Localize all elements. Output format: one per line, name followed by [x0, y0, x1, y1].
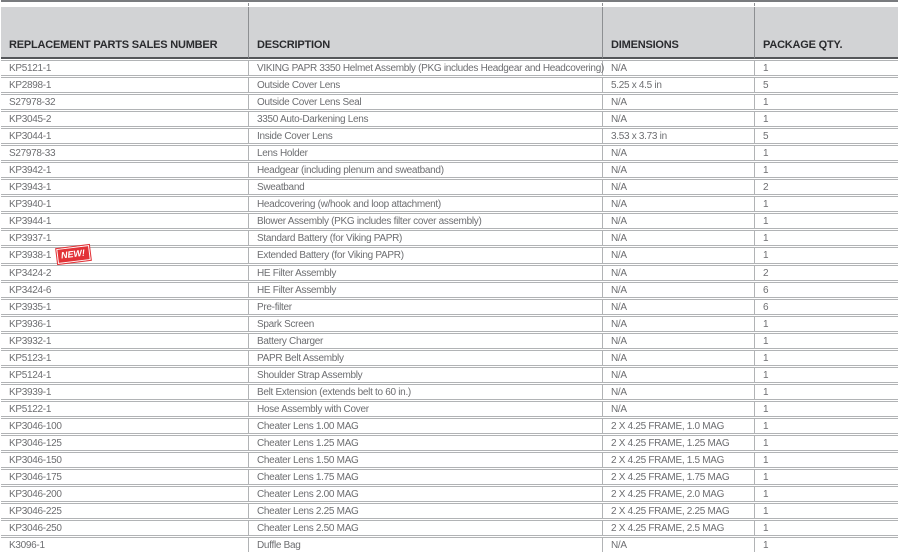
dimensions-text: 5.25 x 4.5 in [611, 79, 662, 91]
description-cell [248, 452, 602, 468]
package-qty-cell [754, 503, 898, 519]
package-qty-cell [754, 469, 898, 485]
description-cell [248, 503, 602, 519]
package-qty-text: 1 [763, 250, 769, 261]
part-number-cell [1, 265, 248, 281]
part-number-cell [1, 196, 248, 212]
dimensions-text: N/A [611, 284, 627, 296]
table-header [1, 3, 898, 59]
part-number-cell [1, 503, 248, 519]
description-cell [248, 384, 602, 400]
dimensions-text: N/A [611, 369, 627, 381]
part-number-text: KP3943-1 [9, 181, 52, 193]
column-header-dimensions: DIMENSIONS [602, 7, 754, 59]
package-qty-cell [754, 94, 898, 110]
part-number-cell [1, 316, 248, 332]
dimensions-text: N/A [611, 62, 627, 74]
part-number-text: KP3046-200 [9, 488, 62, 500]
description-cell [248, 77, 602, 93]
table-row [1, 401, 898, 417]
description-cell [248, 299, 602, 315]
description-cell [248, 401, 602, 417]
dimensions-cell [602, 333, 754, 349]
table-row [1, 452, 898, 468]
table-row [1, 537, 898, 552]
description-cell [248, 179, 602, 195]
part-number-cell [1, 384, 248, 400]
part-number-cell [1, 486, 248, 502]
description-cell [248, 196, 602, 212]
table-row [1, 469, 898, 485]
part-number-text: KP3937-1 [9, 232, 52, 244]
table-row [1, 60, 898, 76]
part-number-text: KP3044-1 [9, 130, 52, 142]
dimensions-cell [602, 435, 754, 451]
description-text: Belt Extension (extends belt to 60 in.) [257, 386, 411, 398]
description-text: VIKING PAPR 3350 Helmet Assembly (PKG includes Headgear and Headcovering) [257, 62, 604, 74]
dimensions-cell [602, 213, 754, 229]
dimensions-text: N/A [611, 301, 627, 313]
dimensions-cell [602, 418, 754, 434]
dimensions-text: N/A [611, 215, 627, 227]
column-header-description: DESCRIPTION [248, 7, 602, 59]
package-qty-cell [754, 520, 898, 536]
parts-table-body [1, 60, 898, 552]
dimensions-text: 2 X 4.25 FRAME, 1.75 MAG [611, 471, 730, 483]
table-row [1, 316, 898, 332]
part-number-text: S27978-33 [9, 147, 56, 159]
package-qty-text: 1 [763, 522, 769, 534]
part-number-cell [1, 111, 248, 127]
description-cell [248, 265, 602, 281]
package-qty-text: 1 [763, 318, 769, 330]
dimensions-text: N/A [611, 113, 627, 125]
table-row [1, 128, 898, 144]
package-qty-cell [754, 299, 898, 315]
dimensions-text: N/A [611, 539, 627, 551]
package-qty-text: 1 [763, 164, 769, 176]
description-text: Inside Cover Lens [257, 130, 333, 142]
dimensions-cell [602, 503, 754, 519]
table-row [1, 367, 898, 383]
part-number-cell [1, 128, 248, 144]
part-number-text: KP3424-6 [9, 284, 52, 296]
description-text: Spark Screen [257, 318, 314, 330]
package-qty-cell [754, 350, 898, 366]
dimensions-cell [602, 179, 754, 195]
package-qty-text: 1 [763, 113, 769, 125]
spacer-cell [602, 3, 754, 6]
part-number-cell [1, 435, 248, 451]
part-number-cell [1, 350, 248, 366]
table-row [1, 162, 898, 178]
dimensions-text: N/A [611, 181, 627, 193]
description-cell [248, 367, 602, 383]
description-text: Cheater Lens 2.00 MAG [257, 488, 359, 500]
package-qty-cell [754, 333, 898, 349]
dimensions-cell [602, 247, 754, 264]
dimensions-text: 2 X 4.25 FRAME, 2.5 MAG [611, 522, 725, 534]
package-qty-text: 1 [763, 62, 769, 74]
description-text: Cheater Lens 2.25 MAG [257, 505, 359, 517]
table-row [1, 333, 898, 349]
table-row [1, 503, 898, 519]
dimensions-cell [602, 196, 754, 212]
part-number-cell [1, 418, 248, 434]
part-number-cell [1, 60, 248, 76]
table-row [1, 265, 898, 281]
description-text: Cheater Lens 1.50 MAG [257, 454, 359, 466]
dimensions-text: 3.53 x 3.73 in [611, 130, 667, 142]
dimensions-text: N/A [611, 386, 627, 398]
part-number-text: KP3046-150 [9, 454, 62, 466]
part-number-text: KP2898-1 [9, 79, 52, 91]
dimensions-text: N/A [611, 352, 627, 364]
dimensions-cell [602, 469, 754, 485]
package-qty-text: 2 [763, 181, 769, 193]
part-number-text: KP3939-1 [9, 386, 52, 398]
package-qty-cell [754, 196, 898, 212]
part-number-cell [1, 145, 248, 161]
description-cell [248, 435, 602, 451]
dimensions-cell [602, 94, 754, 110]
table-row [1, 486, 898, 502]
description-text: HE Filter Assembly [257, 284, 337, 296]
dimensions-text: N/A [611, 164, 627, 176]
dimensions-text: N/A [611, 96, 627, 108]
description-text: Cheater Lens 2.50 MAG [257, 522, 359, 534]
spacer-cell [754, 3, 898, 6]
description-cell [248, 111, 602, 127]
table-row [1, 196, 898, 212]
part-number-cell [1, 162, 248, 178]
package-qty-text: 6 [763, 301, 769, 313]
part-number-cell [1, 401, 248, 417]
dimensions-cell [602, 401, 754, 417]
package-qty-text: 6 [763, 284, 769, 296]
table-row [1, 145, 898, 161]
part-number-text: KP5122-1 [9, 403, 52, 415]
description-cell [248, 247, 602, 264]
package-qty-cell [754, 452, 898, 468]
dimensions-text: N/A [611, 403, 627, 415]
spacer-cell [248, 3, 602, 6]
table-row [1, 247, 898, 264]
part-number-cell [1, 230, 248, 246]
dimensions-text: N/A [611, 250, 627, 261]
description-text: Battery Charger [257, 335, 324, 347]
description-cell [248, 350, 602, 366]
package-qty-text: 1 [763, 505, 769, 517]
dimensions-text: 2 X 4.25 FRAME, 2.0 MAG [611, 488, 725, 500]
table-row [1, 418, 898, 434]
dimensions-text: N/A [611, 198, 627, 210]
description-text: Duffle Bag [257, 539, 301, 551]
header-spacer-row [1, 3, 898, 6]
package-qty-cell [754, 265, 898, 281]
part-number-text: KP3046-100 [9, 420, 62, 432]
package-qty-cell [754, 418, 898, 434]
package-qty-text: 2 [763, 267, 769, 279]
table-row [1, 350, 898, 366]
part-number-cell [1, 537, 248, 552]
dimensions-text: N/A [611, 232, 627, 244]
dimensions-cell [602, 384, 754, 400]
description-cell [248, 94, 602, 110]
column-header-row [1, 7, 898, 59]
description-text: Hose Assembly with Cover [257, 403, 369, 415]
dimensions-text: 2 X 4.25 FRAME, 1.5 MAG [611, 454, 725, 466]
package-qty-cell [754, 77, 898, 93]
part-number-text: KP3940-1 [9, 198, 52, 210]
part-number-text: KP3935-1 [9, 301, 52, 313]
table-row [1, 77, 898, 93]
description-text: Sweatband [257, 181, 305, 193]
part-number-text: K3096-1 [9, 539, 45, 551]
package-qty-text: 1 [763, 96, 769, 108]
package-qty-cell [754, 230, 898, 246]
dimensions-cell [602, 486, 754, 502]
description-text: Outside Cover Lens Seal [257, 96, 362, 108]
description-cell [248, 230, 602, 246]
description-cell [248, 537, 602, 552]
package-qty-cell [754, 282, 898, 298]
table-row [1, 299, 898, 315]
package-qty-cell [754, 145, 898, 161]
part-number-cell [1, 333, 248, 349]
description-cell [248, 469, 602, 485]
part-number-cell [1, 520, 248, 536]
package-qty-text: 1 [763, 352, 769, 364]
package-qty-cell [754, 401, 898, 417]
part-number-text: KP5124-1 [9, 369, 52, 381]
description-text: Headcovering (w/hook and loop attachment) [257, 198, 441, 210]
part-number-text: KP3046-125 [9, 437, 62, 449]
dimensions-text: N/A [611, 267, 627, 279]
dimensions-cell [602, 316, 754, 332]
package-qty-text: 1 [763, 215, 769, 227]
dimensions-cell [602, 299, 754, 315]
package-qty-cell [754, 60, 898, 76]
part-number-cell [1, 77, 248, 93]
dimensions-cell [602, 230, 754, 246]
part-number-text: S27978-32 [9, 96, 56, 108]
part-number-text: KP3424-2 [9, 267, 52, 279]
package-qty-cell [754, 435, 898, 451]
package-qty-text: 1 [763, 198, 769, 210]
package-qty-text: 1 [763, 471, 769, 483]
package-qty-text: 1 [763, 369, 769, 381]
package-qty-cell [754, 179, 898, 195]
package-qty-cell [754, 486, 898, 502]
part-number-cell [1, 452, 248, 468]
dimensions-cell [602, 265, 754, 281]
part-number-cell [1, 247, 248, 264]
table-row [1, 111, 898, 127]
table-row [1, 282, 898, 298]
part-number-text: KP3045-2 [9, 113, 52, 125]
package-qty-text: 1 [763, 437, 769, 449]
part-number-text: KP3938-1 [9, 250, 52, 261]
part-number-cell [1, 94, 248, 110]
package-qty-text: 1 [763, 386, 769, 398]
part-number-text: KP3942-1 [9, 164, 52, 176]
dimensions-cell [602, 282, 754, 298]
package-qty-text: 1 [763, 403, 769, 415]
dimensions-cell [602, 162, 754, 178]
package-qty-text: 1 [763, 335, 769, 347]
description-text: Cheater Lens 1.00 MAG [257, 420, 359, 432]
part-number-cell [1, 179, 248, 195]
package-qty-cell [754, 128, 898, 144]
dimensions-text: 2 X 4.25 FRAME, 1.25 MAG [611, 437, 730, 449]
dimensions-cell [602, 367, 754, 383]
description-text: Shoulder Strap Assembly [257, 369, 363, 381]
part-number-cell [1, 469, 248, 485]
description-cell [248, 60, 602, 76]
description-cell [248, 418, 602, 434]
dimensions-cell [602, 520, 754, 536]
dimensions-cell [602, 77, 754, 93]
package-qty-text: 5 [763, 130, 769, 142]
package-qty-text: 1 [763, 539, 769, 551]
table-row [1, 213, 898, 229]
description-text: Cheater Lens 1.75 MAG [257, 471, 359, 483]
part-number-text: KP3944-1 [9, 215, 52, 227]
description-text: Extended Battery (for Viking PAPR) [257, 250, 404, 261]
part-number-cell [1, 299, 248, 315]
dimensions-text: N/A [611, 318, 627, 330]
package-qty-cell [754, 213, 898, 229]
table-row [1, 520, 898, 536]
part-number-text: KP3046-175 [9, 471, 62, 483]
table-row [1, 179, 898, 195]
description-text: Outside Cover Lens [257, 79, 340, 91]
replacement-parts-table [1, 0, 898, 552]
column-header-sales-number: REPLACEMENT PARTS SALES NUMBER [1, 7, 248, 59]
description-cell [248, 128, 602, 144]
description-cell [248, 520, 602, 536]
description-cell [248, 333, 602, 349]
dimensions-cell [602, 128, 754, 144]
part-number-cell [1, 367, 248, 383]
dimensions-text: 2 X 4.25 FRAME, 2.25 MAG [611, 505, 730, 517]
package-qty-cell [754, 162, 898, 178]
package-qty-text: 1 [763, 147, 769, 159]
description-cell [248, 145, 602, 161]
package-qty-text: 1 [763, 420, 769, 432]
table-row [1, 230, 898, 246]
table-row [1, 384, 898, 400]
dimensions-text: 2 X 4.25 FRAME, 1.0 MAG [611, 420, 725, 432]
part-number-text: KP3936-1 [9, 318, 52, 330]
description-cell [248, 316, 602, 332]
package-qty-text: 1 [763, 488, 769, 500]
part-number-text: KP3046-225 [9, 505, 62, 517]
package-qty-cell [754, 111, 898, 127]
description-text: Headgear (including plenum and sweatband) [257, 164, 444, 176]
new-badge: NEW! [56, 245, 91, 264]
dimensions-text: N/A [611, 147, 627, 159]
part-number-text: KP3932-1 [9, 335, 52, 347]
description-cell [248, 162, 602, 178]
part-number-cell [1, 282, 248, 298]
dimensions-cell [602, 111, 754, 127]
description-cell [248, 282, 602, 298]
dimensions-cell [602, 537, 754, 552]
package-qty-cell [754, 384, 898, 400]
description-text: Standard Battery (for Viking PAPR) [257, 232, 403, 244]
package-qty-text: 5 [763, 79, 769, 91]
table-row [1, 435, 898, 451]
dimensions-cell [602, 350, 754, 366]
part-number-cell [1, 213, 248, 229]
description-text: Lens Holder [257, 147, 308, 159]
dimensions-cell [602, 145, 754, 161]
part-number-text: KP3046-250 [9, 522, 62, 534]
part-number-text: KP5121-1 [9, 62, 52, 74]
description-text: Pre-filter [257, 301, 292, 313]
column-header-package-qty: PACKAGE QTY. [754, 7, 898, 59]
spacer-cell [1, 3, 248, 6]
dimensions-text: N/A [611, 335, 627, 347]
package-qty-cell [754, 537, 898, 552]
description-cell [248, 486, 602, 502]
package-qty-text: 1 [763, 232, 769, 244]
description-text: 3350 Auto-Darkening Lens [257, 113, 369, 125]
package-qty-cell [754, 316, 898, 332]
description-text: Cheater Lens 1.25 MAG [257, 437, 359, 449]
table-row [1, 94, 898, 110]
description-text: Blower Assembly (PKG includes filter cover assembly) [257, 215, 482, 227]
part-number-text: KP5123-1 [9, 352, 52, 364]
dimensions-cell [602, 452, 754, 468]
package-qty-cell [754, 367, 898, 383]
description-text: HE Filter Assembly [257, 267, 337, 279]
package-qty-text: 1 [763, 454, 769, 466]
description-cell [248, 213, 602, 229]
dimensions-cell [602, 60, 754, 76]
package-qty-cell [754, 247, 898, 264]
description-text: PAPR Belt Assembly [257, 352, 344, 364]
